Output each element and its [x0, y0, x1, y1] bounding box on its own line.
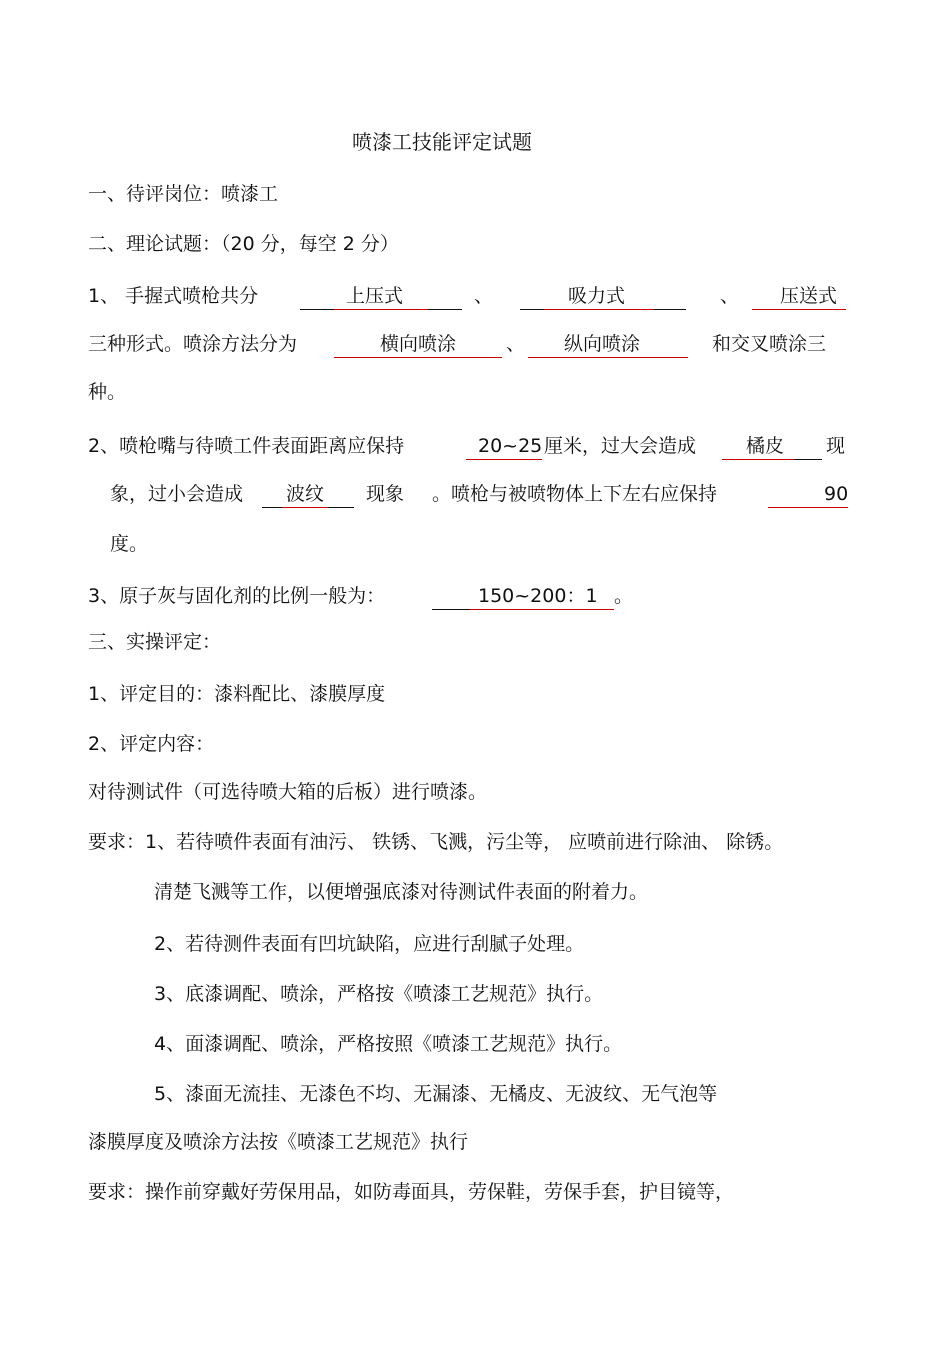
q1-answer-2: 吸力式 — [568, 285, 626, 307]
safety-requirement: 要求：操作前穿戴好劳保用品，如防毒面具，劳保鞋，劳保手套，护目镜等， — [88, 1181, 735, 1203]
requirement-2: 2、若待测件表面有凹坑缺陷，应进行刮腻子处理。 — [154, 933, 585, 955]
q2-blank-2 — [722, 434, 822, 458]
q2-mid-1: 厘米，过大会造成 — [544, 435, 697, 457]
q1-line2-prefix: 三种形式。喷涂方法分为 — [88, 333, 298, 355]
q1-answer-5: 纵向喷涂 — [564, 333, 641, 355]
q1-sep-2: 、 — [720, 285, 740, 307]
document-title: 喷漆工技能评定试题 — [352, 130, 532, 154]
q1-answer-3: 压送式 — [780, 285, 838, 307]
requirement-1-cont: 清楚飞溅等工作，以便增强底漆对待测试件表面的附着力。 — [154, 881, 649, 903]
q1-sep-1: 、 — [474, 285, 494, 307]
q3-blank — [432, 584, 614, 608]
q2-answer-2: 橘皮 — [746, 435, 785, 457]
q2-line2-prefix: 象，过小会造成 — [110, 483, 244, 505]
q1-answer-1: 上压式 — [346, 285, 404, 307]
q1-blank-1 — [300, 284, 462, 308]
eval-content-heading: 2、评定内容： — [88, 733, 215, 755]
film-thickness-note: 漆膜厚度及喷涂方法按《喷漆工艺规范》执行 — [88, 1131, 469, 1153]
requirement-3: 3、底漆调配、喷涂，严格按《喷漆工艺规范》执行。 — [154, 983, 604, 1005]
q2-line2-mid: 现象 — [366, 483, 405, 505]
q2-blank-4 — [768, 482, 848, 506]
q2-answer-3: 波纹 — [286, 483, 325, 505]
section-heading-practical: 三、实操评定： — [88, 631, 222, 653]
section-heading-theory: 二、理论试题：（20 分，每空 2 分） — [88, 233, 399, 255]
q3-prefix: 3、原子灰与固化剂的比例一般为： — [88, 585, 386, 607]
q1-blank-4 — [334, 332, 502, 356]
q1-answer-4: 横向喷涂 — [380, 333, 457, 355]
q2-answer-4: 90 — [824, 483, 849, 505]
q2-prefix: 2、喷枪嘴与待喷工件表面距离应保持 — [88, 435, 405, 457]
q1-prefix: 1、 手握式喷枪共分 — [88, 285, 259, 307]
q3-suffix: 。 — [614, 585, 634, 607]
q2-blank-3 — [262, 482, 354, 506]
requirement-1: 要求：1、若待喷件表面有油污、 铁锈、飞溅，污尘等， 应喷前进行除油、 除锈。 — [88, 831, 784, 853]
q2-suffix-1: 现 — [826, 435, 846, 457]
q3-answer: 150~200：1 — [478, 585, 598, 607]
q2-line3: 度。 — [110, 533, 149, 555]
q1-line2-suffix: 和交叉喷涂三 — [712, 333, 827, 355]
q1-blank-2 — [520, 284, 686, 308]
q1-blank-5 — [528, 332, 688, 356]
eval-purpose: 1、评定目的：漆料配比、漆膜厚度 — [88, 683, 386, 705]
q2-answer-1: 20~25 — [478, 435, 543, 457]
requirement-4: 4、面漆调配、喷涂，严格按照《喷漆工艺规范》执行。 — [154, 1033, 623, 1055]
section-heading-position: 一、待评岗位：喷漆工 — [88, 183, 279, 205]
q1-blank-3 — [752, 284, 846, 308]
requirement-5: 5、漆面无流挂、无漆色不均、无漏漆、无橘皮、无波纹、无气泡等 — [154, 1083, 718, 1105]
q1-line3: 种。 — [88, 381, 127, 403]
eval-content: 对待测试件（可选待喷大箱的后板）进行喷漆。 — [88, 781, 488, 803]
q2-blank-1 — [466, 434, 542, 458]
q1-sep-3: 、 — [506, 333, 526, 355]
q2-line2-mid2: 。喷枪与被喷物体上下左右应保持 — [432, 483, 718, 505]
